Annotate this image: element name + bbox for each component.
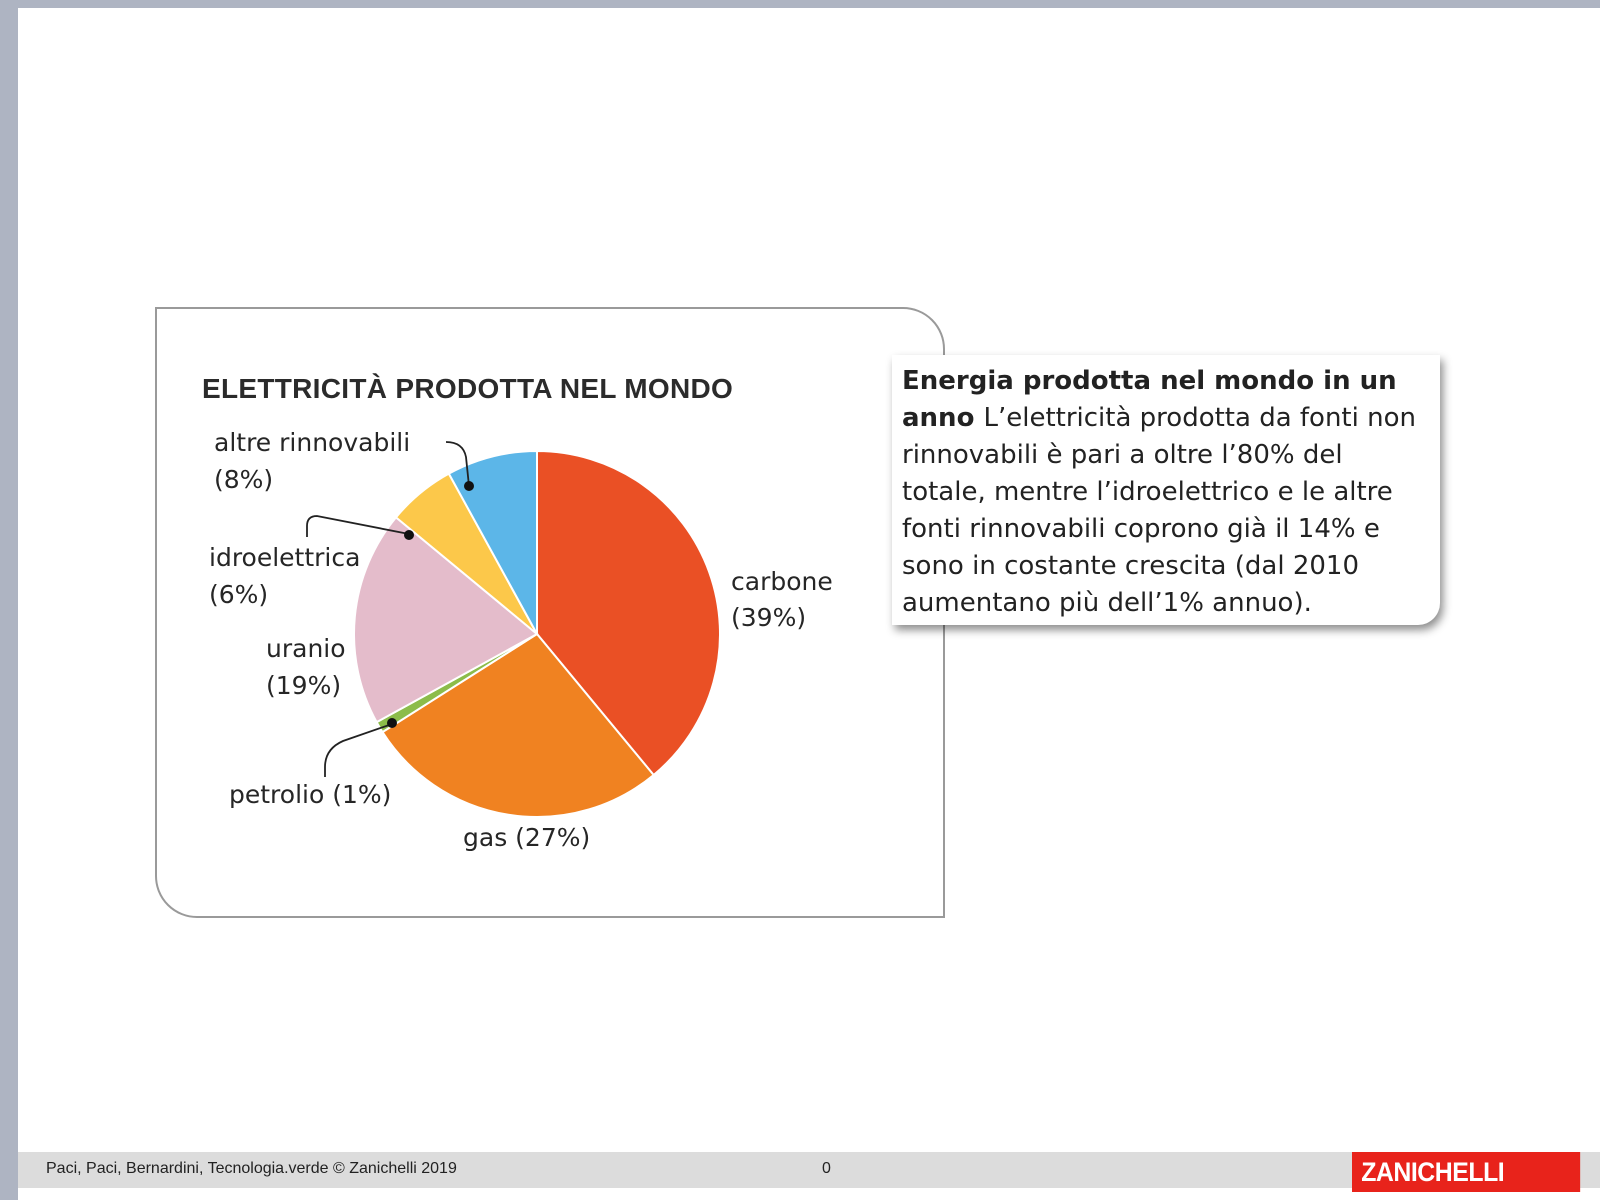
label-idroelettrica-pct: (6%) [209, 580, 269, 609]
zanichelli-logo: ZANICHELLI [1352, 1152, 1580, 1192]
slide [18, 8, 1600, 1200]
chart-card [155, 307, 945, 918]
label-altre: altre rinnovabili [214, 428, 411, 457]
pie-chart [157, 309, 947, 920]
label-idroelettrica: idroelettrica [209, 543, 361, 572]
label-carbone: carbone [731, 567, 833, 596]
label-carbone-pct: (39%) [731, 603, 807, 632]
label-uranio-pct: (19%) [266, 671, 342, 700]
pie-slices [354, 451, 720, 817]
leader-dot-altre [464, 481, 474, 491]
info-box [892, 355, 1440, 625]
footer-credit: Paci, Paci, Bernardini, Tecnologia.verde © Zanichelli 2019 [46, 1160, 457, 1177]
leader-dot-idro [404, 530, 414, 540]
label-uranio: uranio [266, 634, 346, 663]
page-number: 0 [822, 1160, 831, 1177]
label-petrolio: petrolio (1%) [229, 780, 392, 809]
info-body: L’elettricità prodotta da fonti non rinnovabili è pari a oltre l’80% del totale, mentre l’idroelettrico e le altre fonti rinnovabili coprono già il 14% e sono in costante crescita (dal 2010 aumentano più dell’1% annuo). [902, 403, 1416, 618]
leader-dot-petrolio [387, 718, 397, 728]
info-title: Energia prodotta nel mondo in un anno [902, 366, 1397, 433]
chart-title: ELETTRICITÀ PRODOTTA NEL MONDO [202, 373, 734, 404]
label-altre-pct: (8%) [214, 465, 274, 494]
label-gas: gas (27%) [463, 823, 591, 852]
